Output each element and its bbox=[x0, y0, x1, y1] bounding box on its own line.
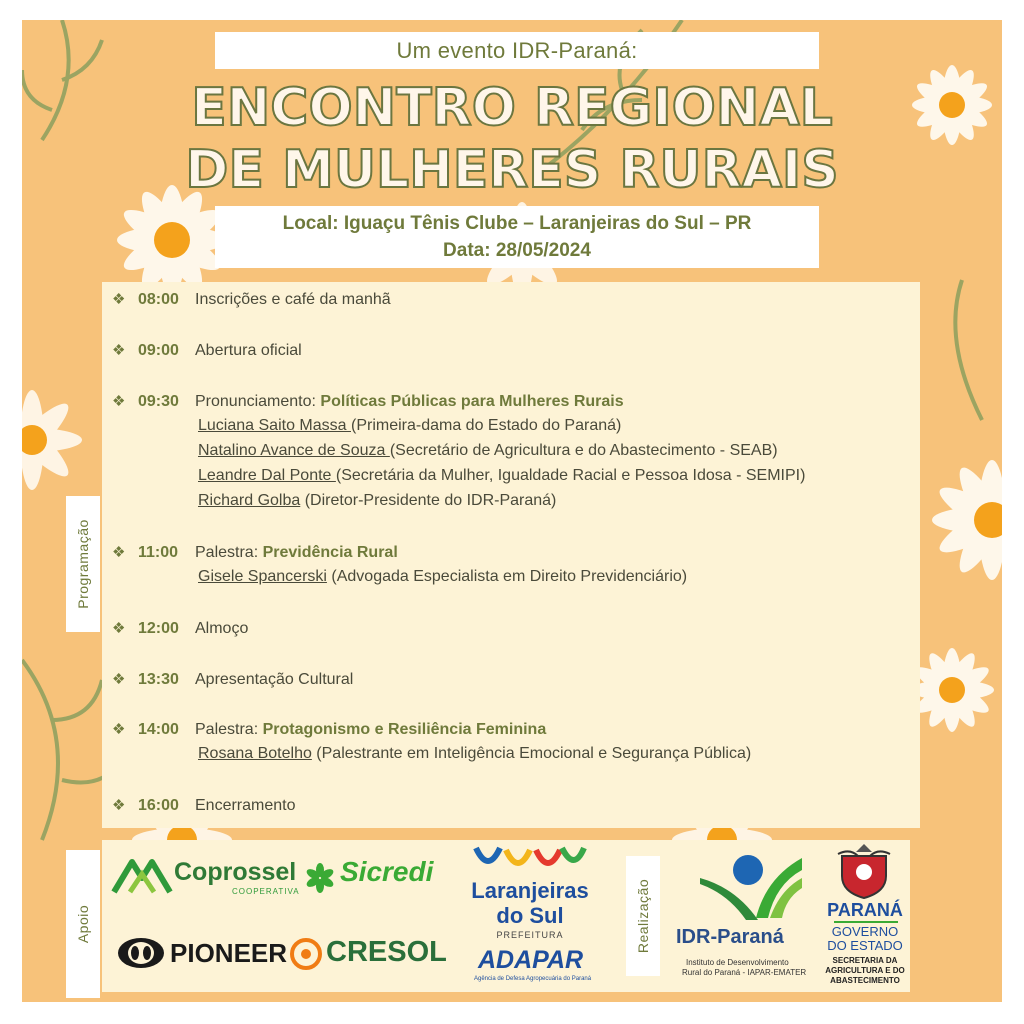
program-item bbox=[112, 796, 296, 815]
cresol-logo: CRESOL bbox=[326, 936, 447, 968]
pioneer-logo: PIONEER bbox=[170, 938, 288, 968]
speaker-line bbox=[198, 442, 778, 460]
secretaria-line-3: ABASTECIMENTO bbox=[830, 976, 900, 985]
speaker-line bbox=[198, 568, 687, 586]
diamond-bullet-icon: ❖ bbox=[112, 797, 126, 814]
event-title-line-1: ENCONTRO REGIONAL bbox=[191, 78, 833, 138]
speaker-line bbox=[198, 492, 556, 510]
speaker-name: Natalino Avance de Souza bbox=[198, 442, 390, 459]
item-prefix: Pronunciamento: bbox=[195, 393, 316, 410]
secretaria-line-1: SECRETARIA DA bbox=[832, 956, 898, 965]
coprossel-logo: Coprossel bbox=[174, 858, 297, 886]
idr-subtext-2: Rural do Paraná - IAPAR-EMATER bbox=[682, 968, 807, 977]
adapar-subtext: Agência de Defesa Agropecuária do Paraná bbox=[474, 976, 592, 982]
speaker-role: (Secretária da Mulher, Igualdade Racial e Pessoa Idosa - SEMIPI) bbox=[335, 467, 806, 484]
speaker-role: (Diretor-Presidente do IDR-Paraná) bbox=[300, 492, 557, 509]
sponsors-panel bbox=[102, 840, 910, 992]
speaker-role: (Secretário de Agricultura e do Abastecimento - SEAB) bbox=[389, 442, 778, 459]
laranjeiras-logo-line-2: do Sul bbox=[496, 903, 564, 928]
program-item bbox=[112, 670, 353, 689]
speaker-line bbox=[198, 745, 751, 763]
sicredi-logo-icon bbox=[304, 862, 336, 894]
item-time: 08:00 bbox=[138, 291, 179, 308]
item-highlight: Políticas Públicas para Mulheres Rurais bbox=[320, 393, 624, 410]
speaker-role: (Primeira-dama do Estado do Paraná) bbox=[350, 417, 622, 434]
speaker-name: Richard Golba bbox=[198, 492, 301, 509]
diamond-bullet-icon: ❖ bbox=[112, 291, 126, 308]
program-side-label: Programação bbox=[66, 496, 100, 632]
speaker-name: Rosana Botelho bbox=[198, 745, 312, 762]
diamond-bullet-icon: ❖ bbox=[112, 544, 126, 561]
speaker-name: Luciana Saito Massa bbox=[198, 417, 351, 434]
item-text: Apresentação Cultural bbox=[195, 671, 354, 688]
coprossel-logo-icon bbox=[110, 856, 174, 896]
diamond-bullet-icon: ❖ bbox=[112, 393, 126, 410]
item-highlight: Protagonismo e Resiliência Feminina bbox=[262, 721, 547, 738]
event-title-line-2: DE MULHERES RURAIS bbox=[185, 140, 839, 200]
program-item bbox=[112, 619, 248, 638]
idr-subtext-1: Instituto de Desenvolvimento bbox=[686, 958, 789, 967]
laranjeiras-logo-subtext: PREFEITURA bbox=[496, 930, 564, 940]
realization-side-label: Realização bbox=[626, 856, 660, 976]
secretaria-line-2: AGRICULTURA E DO bbox=[825, 966, 905, 975]
speaker-role: (Advogada Especialista em Direito Previdenciário) bbox=[326, 568, 688, 585]
item-prefix: Palestra: bbox=[195, 721, 259, 738]
speaker-name: Leandre Dal Ponte bbox=[198, 467, 336, 484]
item-text: Inscrições e café da manhã bbox=[195, 291, 391, 308]
diamond-bullet-icon: ❖ bbox=[112, 671, 126, 688]
idr-parana-logo: IDR-Paraná bbox=[676, 926, 784, 948]
item-time: 12:00 bbox=[138, 620, 179, 637]
idr-parana-logo-icon bbox=[696, 848, 806, 922]
speaker-line bbox=[198, 467, 805, 485]
item-time: 14:00 bbox=[138, 721, 179, 738]
diamond-bullet-icon: ❖ bbox=[112, 721, 126, 738]
speaker-role: (Palestrante em Inteligência Emocional e Segurança Pública) bbox=[311, 745, 752, 762]
item-time: 13:30 bbox=[138, 671, 179, 688]
daisy-flower bbox=[932, 460, 1002, 580]
support-side-label: Apoio bbox=[66, 850, 100, 998]
speaker-line bbox=[198, 417, 621, 435]
parana-logo: PARANÁ bbox=[827, 900, 903, 920]
item-text: Almoço bbox=[195, 620, 249, 637]
daisy-flower bbox=[22, 390, 82, 490]
item-time: 09:00 bbox=[138, 342, 179, 359]
diamond-bullet-icon: ❖ bbox=[112, 342, 126, 359]
event-location: Local: Iguaçu Tênis Clube – Laranjeiras do Sul – PR bbox=[282, 213, 752, 234]
item-prefix: Palestra: bbox=[195, 544, 259, 561]
speaker-name: Gisele Spancerski bbox=[198, 568, 327, 585]
program-item bbox=[112, 341, 302, 360]
program-item bbox=[112, 543, 398, 562]
item-highlight: Previdência Rural bbox=[262, 544, 398, 561]
do-estado-text: DO ESTADO bbox=[827, 938, 903, 953]
item-time: 09:30 bbox=[138, 393, 179, 410]
event-subtitle: Um evento IDR-Paraná: bbox=[215, 32, 819, 69]
laranjeiras-logo-icon bbox=[470, 842, 588, 878]
program-panel bbox=[102, 282, 920, 828]
event-date: Data: 28/05/2024 bbox=[443, 240, 591, 261]
item-text: Encerramento bbox=[195, 797, 296, 814]
parana-coat-of-arms-icon bbox=[836, 842, 892, 900]
adapar-logo: ADAPAR bbox=[478, 946, 584, 974]
daisy-flower bbox=[910, 648, 994, 732]
daisy-flower bbox=[117, 185, 227, 295]
event-location-box bbox=[215, 206, 819, 268]
laranjeiras-logo-line-1: Laranjeiras bbox=[471, 878, 589, 903]
program-item bbox=[112, 720, 546, 739]
parana-divider bbox=[834, 921, 898, 923]
item-time: 11:00 bbox=[138, 544, 179, 561]
item-time: 16:00 bbox=[138, 797, 179, 814]
pioneer-logo-icon bbox=[116, 936, 166, 970]
diamond-bullet-icon: ❖ bbox=[112, 620, 126, 637]
item-text: Abertura oficial bbox=[195, 342, 302, 359]
coprossel-subtext: COOPERATIVA bbox=[232, 887, 300, 896]
event-poster bbox=[22, 20, 1002, 1002]
governo-text: GOVERNO bbox=[831, 924, 899, 939]
cresol-logo-icon bbox=[290, 938, 322, 970]
program-item bbox=[112, 290, 391, 309]
program-item bbox=[112, 392, 624, 411]
sicredi-logo: Sicredi bbox=[340, 856, 434, 887]
